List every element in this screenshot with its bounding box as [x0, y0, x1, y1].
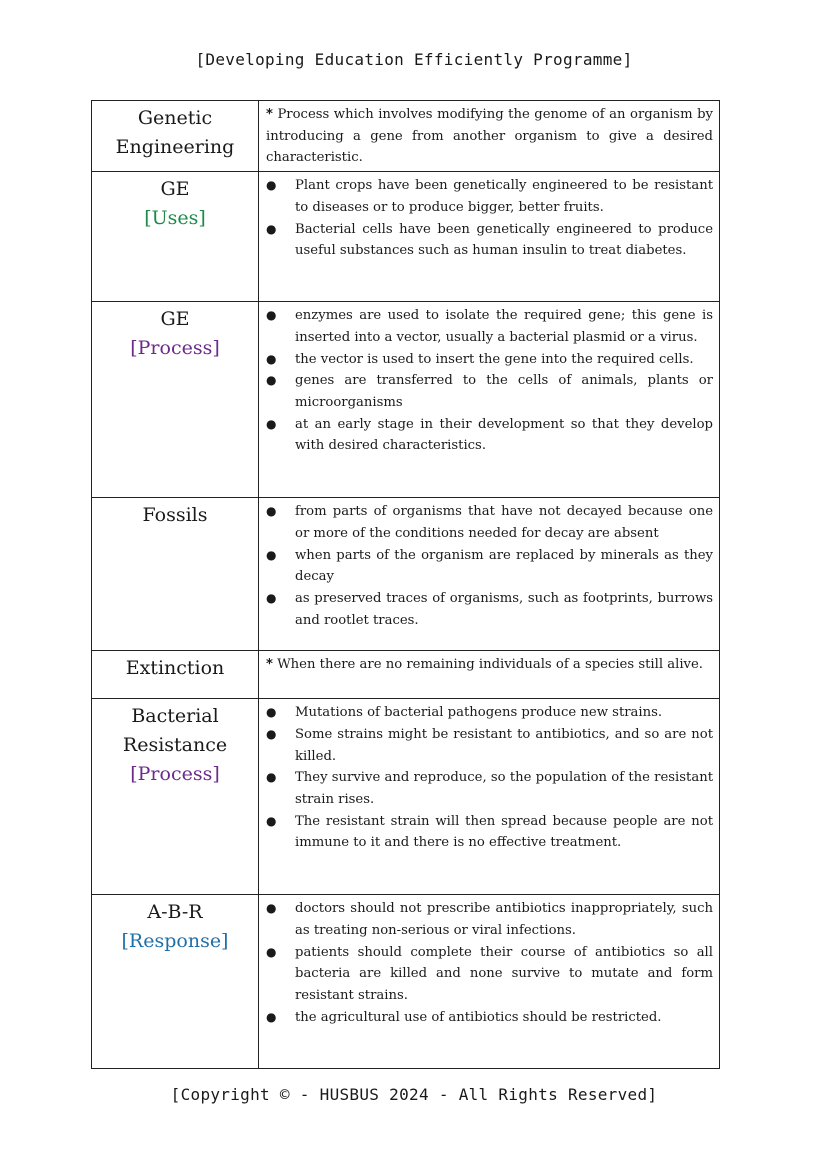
list-item: ● genes are transferred to the cells of animals, plants or microorganisms [266, 370, 713, 413]
bullets-cell [259, 895, 720, 1069]
list-item: ● the agricultural use of antibiotics should be restricted. [266, 1007, 713, 1029]
page-header: [Developing Education Efficiently Programme] [195, 50, 633, 69]
term-cell [92, 172, 259, 302]
list-item: ● patients should complete their course of antibiotics so all bacteria are killed and none survive to mutate and form resistant strains. [266, 942, 713, 1007]
term-cell [92, 302, 259, 498]
asterisk-icon: * [266, 107, 273, 122]
term-line: Bacterial [131, 705, 219, 728]
notes-table [91, 100, 720, 1069]
bullet-list [266, 702, 713, 854]
term-tag: [Response] [121, 930, 229, 953]
term-tag: [Uses] [144, 207, 206, 230]
term-line: A-B-R [147, 901, 203, 924]
list-item: ● Plant crops have been genetically engineered to be resistant to diseases or to produce bigger, better fruits. [266, 175, 713, 218]
list-item: ● Some strains might be resistant to antibiotics, and so are not killed. [266, 724, 713, 767]
list-item: ● enzymes are used to isolate the required gene; this gene is inserted into a vector, usually a bacterial plasmid or a virus. [266, 305, 713, 348]
bullets-cell [259, 498, 720, 651]
table-row [92, 172, 720, 302]
bullets-cell [259, 172, 720, 302]
bullet-list [266, 501, 713, 631]
table-row [92, 651, 720, 699]
list-item: ● the vector is used to insert the gene into the required cells. [266, 349, 713, 371]
term-cell [92, 101, 259, 172]
list-item: ● as preserved traces of organisms, such as footprints, burrows and rootlet traces. [266, 588, 713, 631]
list-item: ● when parts of the organism are replaced by minerals as they decay [266, 545, 713, 588]
definition-cell [259, 651, 720, 699]
list-item: ● Mutations of bacterial pathogens produce new strains. [266, 702, 713, 724]
definition-text: Process which involves modifying the genome of an organism by introducing a gene from another organism to give a desired characteristic. [266, 107, 713, 166]
list-item: ● doctors should not prescribe antibiotics inappropriately, such as treating non-serious or viral infections. [266, 898, 713, 941]
term-line: GE [160, 178, 190, 201]
table-row [92, 895, 720, 1069]
list-item: ● from parts of organisms that have not decayed because one or more of the conditions needed for decay are absent [266, 501, 713, 544]
list-item: ● Bacterial cells have been genetically engineered to produce useful substances such as human insulin to treat diabetes. [266, 219, 713, 262]
definition [266, 104, 713, 169]
term-line: Genetic [137, 107, 213, 129]
term-line: Engineering [115, 136, 235, 158]
term-cell [92, 498, 259, 651]
bullet-list [266, 175, 713, 262]
table-row [92, 498, 720, 651]
term-line: Extinction [125, 657, 225, 680]
definition [266, 654, 713, 676]
bullet-list [266, 898, 713, 1028]
term-tag: [Process] [130, 763, 220, 786]
term-cell [92, 895, 259, 1069]
table-row [92, 699, 720, 895]
list-item: ● at an early stage in their development so that they develop with desired characteristics. [266, 414, 713, 457]
term-cell [92, 651, 259, 699]
term-cell [92, 699, 259, 895]
page-footer: [Copyright © - HUSBUS 2024 - All Rights Reserved] [170, 1085, 658, 1104]
definition-cell [259, 101, 720, 172]
definition-text: When there are no remaining individuals of a species still alive. [277, 657, 703, 673]
table-row [92, 302, 720, 498]
list-item: ● The resistant strain will then spread because people are not immune to it and there is no effective treatment. [266, 811, 713, 854]
term-line: GE [160, 308, 190, 331]
asterisk-icon: * [266, 657, 273, 673]
bullets-cell [259, 699, 720, 895]
table-row [92, 101, 720, 172]
list-item: ● They survive and reproduce, so the population of the resistant strain rises. [266, 767, 713, 810]
bullets-cell [259, 302, 720, 498]
term-line: Fossils [142, 504, 208, 527]
term-tag: [Process] [130, 337, 220, 360]
term-line: Resistance [122, 734, 228, 757]
bullet-list [266, 305, 713, 457]
